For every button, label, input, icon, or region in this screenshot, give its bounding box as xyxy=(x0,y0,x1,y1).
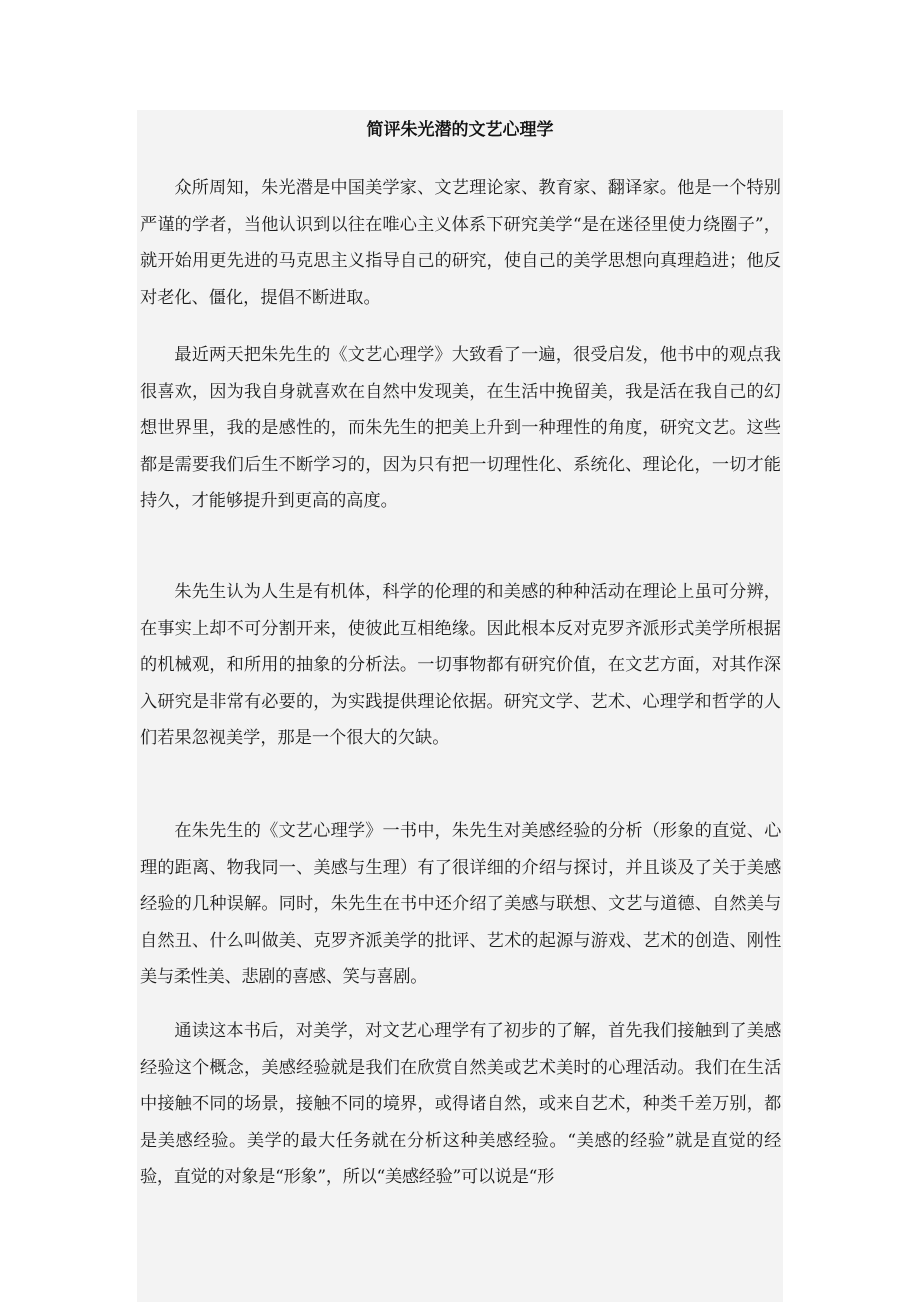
document-title: 简评朱光潜的文艺心理学 xyxy=(366,120,554,140)
paragraph-aesthetic-experience: 通读这本书后，对美学，对文艺心理学有了初步的了解，首先我们接触到了美感经验这个概念，美感经验就是我们在欣赏自然美或艺术美时的心理活动。我们在生活中接触不同的场景，接触不同的境界，或得诸自然，或来自艺术，种类千差万别，都是美感经验。美学的最大任务就在分析这种美感经验。“美感的经验”就是直觉的经验，直觉的对象是“形象”，所以“美感经验”可以说是“形 xyxy=(140,1021,781,1188)
paragraph-introduction: 众所周知，朱光潜是中国美学家、文艺理论家、教育家、翻译家。他是一个特别严谨的学者，当他认识到以往在唯心主义体系下研究美学“是在迷径里使力绕圈子”，就开始用更先进的马克思主义指导自己的研究，使自己的美学思想向真理趋进；他反对老化、僵化，提倡不断进取。 xyxy=(140,178,781,308)
paragraph-organic-view: 朱先生认为人生是有机体，科学的伦理的和美感的种种活动在理论上虽可分辨，在事实上却不可分割开来，使彼此互相绝缘。因此根本反对克罗齐派形式美学所根据的机械观，和所用的抽象的分析法。一切事物都有研究价值，在文艺方面，对其作深入研究是非常有必要的，为实践提供理论依据。研究文学、艺术、心理学和哲学的人们若果忽视美学，那是一个很大的欠缺。 xyxy=(140,582,781,749)
paragraph-book-contents: 在朱先生的《文艺心理学》一书中，朱先生对美感经验的分析（形象的直觉、心理的距离、物我同一、美感与生理）有了很详细的介绍与探讨，并且谈及了关于美感经验的几种误解。同时，朱先生在书中还介绍了美感与联想、文艺与道德、自然美与自然丑、什么叫做美、克罗齐派美学的批评、艺术的起源与游戏、艺术的创造、刚性美与柔性美、悲剧的喜感、笑与喜剧。 xyxy=(140,821,781,988)
paragraph-reading-impression: 最近两天把朱先生的《文艺心理学》大致看了一遍，很受启发，他书中的观点我很喜欢，因为我自身就喜欢在自然中发现美，在生活中挽留美，我是活在我自己的幻想世界里，我的是感性的，而朱先生的把美上升到一种理性的角度，研究文艺。这些都是需要我们后生不断学习的，因为只有把一切理性化、系统化、理论化，一切才能持久，才能够提升到更高的高度。 xyxy=(140,345,781,512)
